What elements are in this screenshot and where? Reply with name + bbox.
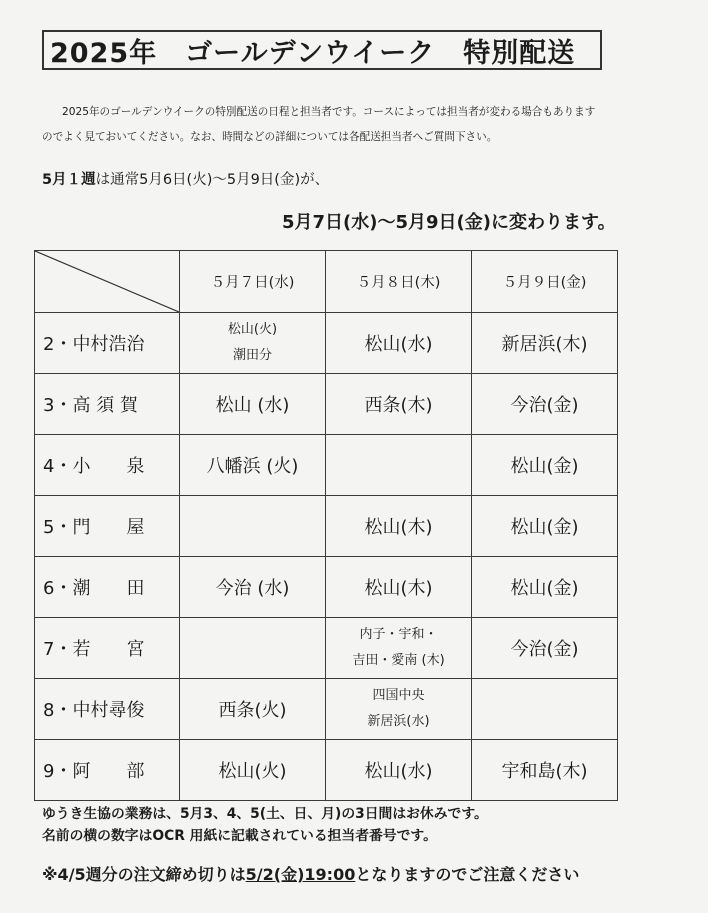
intro-text [42, 100, 682, 150]
table-row [35, 557, 618, 618]
driver-name-cell: 7・若 宮 [35, 618, 180, 679]
driver-name-cell: 8・中村尋俊 [35, 679, 180, 740]
schedule-table [34, 250, 618, 801]
schedule-cell-d7: 松山(火) [180, 740, 326, 801]
schedule-cell-d8 [326, 618, 472, 679]
schedule-cell-d7: 西条(火) [180, 679, 326, 740]
schedule-cell-line: 四国中央 [372, 688, 425, 703]
schedule-cell-d8: 松山(水) [326, 740, 472, 801]
schedule-cell-d7 [180, 618, 326, 679]
schedule-cell-d9: 今治(金) [472, 374, 618, 435]
deadline-prefix: ※4/5週分の注文締め切りは [42, 865, 246, 884]
table-row [35, 679, 618, 740]
schedule-cell-line: 内子・宇和・ [359, 627, 438, 642]
change-notice: 5月7日(水)～5月9日(金)に変わります。 [282, 212, 616, 233]
week-label: 5月１週 [42, 172, 96, 188]
header-may-9: ５月９日(金) [472, 251, 618, 313]
table-row [35, 740, 618, 801]
schedule-cell-d7 [180, 313, 326, 374]
schedule-cell-d9: 松山(金) [472, 435, 618, 496]
driver-name-cell: 5・門 屋 [35, 496, 180, 557]
table-row [35, 313, 618, 374]
schedule-cell-d8: 西条(木) [326, 374, 472, 435]
schedule-cell-line: 吉田・愛南 (木) [352, 653, 445, 668]
schedule-cell-d9 [472, 679, 618, 740]
schedule-cell-d7: 八幡浜 (火) [180, 435, 326, 496]
schedule-cell-d8: 松山(水) [326, 313, 472, 374]
driver-name-cell: 9・阿 部 [35, 740, 180, 801]
driver-name-cell: 3・高 須 賀 [35, 374, 180, 435]
schedule-cell-line: 松山(火) [227, 322, 278, 337]
header-may-7: ５月７日(水) [180, 251, 326, 313]
schedule-cell-d7: 松山 (水) [180, 374, 326, 435]
driver-name-cell: 6・潮 田 [35, 557, 180, 618]
table-row [35, 374, 618, 435]
intro-line-2: のでよく見ておいてください。なお、時間などの詳細については各配送担当者へご質問下さい。 [42, 131, 498, 143]
footer-line-2: 名前の横の数字はOCR 用紙に記載されている担当者番号です。 [42, 828, 437, 844]
schedule-cell-d7: 今治 (水) [180, 557, 326, 618]
schedule-cell-d8: 松山(木) [326, 496, 472, 557]
corner-cell [35, 251, 180, 313]
table-header-row [35, 251, 618, 313]
schedule-cell-d8: 松山(木) [326, 557, 472, 618]
week-rest: は通常5月6日(火)～5月9日(金)が、 [95, 172, 330, 188]
schedule-cell-d9: 宇和島(木) [472, 740, 618, 801]
schedule-cell-d7 [180, 496, 326, 557]
deadline-suffix: となりますのでご注意ください [355, 865, 580, 884]
footer-line-1: ゆうき生協の業務は、5月3、4、5(土、日、月)の3日間はお休みです。 [42, 806, 488, 822]
intro-line-1: 2025年のゴールデンウイークの特別配送の日程と担当者です。コースによっては担当者が変わる場合もあります [62, 106, 596, 118]
schedule-cell-d8 [326, 435, 472, 496]
driver-name-cell: 4・小 泉 [35, 435, 180, 496]
table-row [35, 496, 618, 557]
schedule-cell-line: 潮田分 [232, 348, 272, 363]
schedule-cell-d9: 松山(金) [472, 496, 618, 557]
table-row [35, 618, 618, 679]
page-title: 2025年 ゴールデンウイーク 特別配送 [42, 30, 602, 70]
table-row [35, 435, 618, 496]
header-may-8: ５月８日(木) [326, 251, 472, 313]
driver-name-cell: 2・中村浩治 [35, 313, 180, 374]
week-notice [42, 168, 329, 189]
deadline-date: 5/2(金)19:00 [245, 865, 356, 884]
deadline-notice [42, 862, 579, 885]
schedule-cell-d8 [326, 679, 472, 740]
schedule-cell-d9: 今治(金) [472, 618, 618, 679]
footer-notes [42, 803, 488, 847]
schedule-cell-d9: 新居浜(木) [472, 313, 618, 374]
diagonal-line [35, 251, 179, 312]
schedule-cell-line: 新居浜(水) [367, 714, 430, 729]
schedule-cell-d9: 松山(金) [472, 557, 618, 618]
